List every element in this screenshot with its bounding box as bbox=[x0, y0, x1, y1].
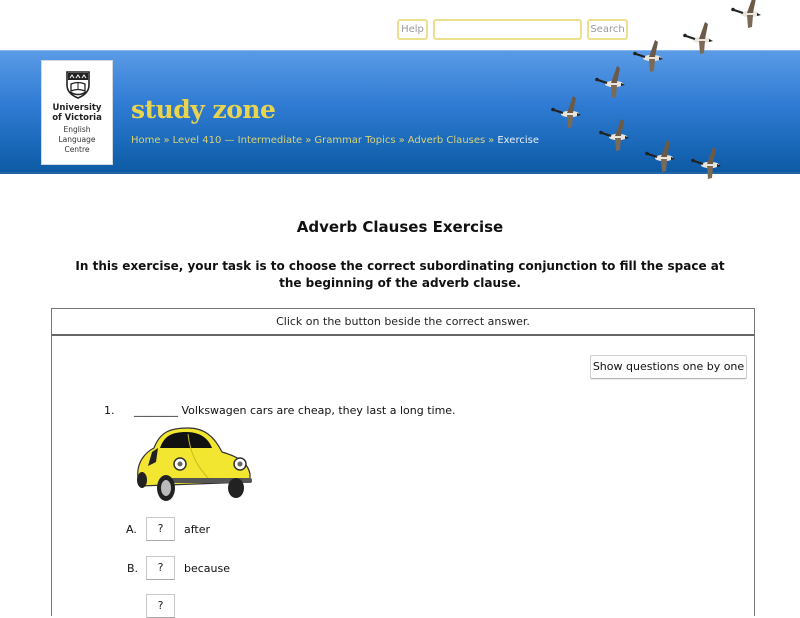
breadcrumb bbox=[131, 135, 539, 146]
breadcrumb-current: Exercise bbox=[497, 135, 539, 146]
logo-line: Language bbox=[58, 135, 96, 144]
show-questions-one-by-one-button[interactable]: Show questions one by one bbox=[590, 355, 747, 379]
uvic-shield-icon bbox=[66, 71, 90, 99]
search-button[interactable]: Search bbox=[587, 19, 628, 40]
breadcrumb-separator: » bbox=[488, 135, 495, 146]
top-bar bbox=[0, 0, 800, 50]
search-input[interactable] bbox=[433, 19, 582, 40]
logo-line: Centre bbox=[64, 145, 90, 154]
exercise-panel-header: Click on the button beside the correct answer. bbox=[51, 308, 755, 336]
volkswagen-beetle-image bbox=[130, 422, 254, 504]
question-number: 1. bbox=[104, 404, 115, 417]
breadcrumb-level[interactable]: Level 410 — Intermediate bbox=[172, 135, 303, 146]
exercise-instructions: In this exercise, your task is to choose the correct subordinating conjunction to fill the space at the beginning of the adverb clause. bbox=[75, 259, 725, 290]
breadcrumb-adverb-clauses[interactable]: Adverb Clauses bbox=[407, 135, 486, 146]
breadcrumb-grammar-topics[interactable]: Grammar Topics bbox=[314, 135, 396, 146]
page-title: Adverb Clauses Exercise bbox=[296, 218, 504, 236]
option-b-answer-button[interactable]: ? bbox=[146, 556, 175, 580]
help-button[interactable]: Help bbox=[397, 19, 428, 40]
option-a-answer-button[interactable]: ? bbox=[146, 517, 175, 541]
option-c-answer-button[interactable]: ? bbox=[146, 594, 175, 618]
breadcrumb-home[interactable]: Home bbox=[131, 135, 161, 146]
breadcrumb-separator: » bbox=[163, 135, 170, 146]
university-logo[interactable] bbox=[41, 60, 113, 165]
option-letter-b: B. bbox=[127, 562, 139, 575]
option-b-text: because bbox=[184, 562, 231, 575]
logo-line: of Victoria bbox=[52, 113, 102, 123]
logo-university-name bbox=[42, 103, 112, 123]
breadcrumb-separator: » bbox=[305, 135, 312, 146]
question-text: ________ Volkswagen cars are cheap, they last a long time. bbox=[134, 404, 456, 417]
logo-centre-name bbox=[42, 125, 112, 155]
site-title[interactable]: study zone bbox=[131, 95, 276, 124]
logo-line: University bbox=[52, 103, 102, 113]
option-letter-a: A. bbox=[126, 523, 137, 536]
site-banner bbox=[0, 50, 800, 174]
option-a-text: after bbox=[184, 523, 211, 536]
logo-line: English bbox=[63, 125, 91, 134]
breadcrumb-separator: » bbox=[398, 135, 405, 146]
